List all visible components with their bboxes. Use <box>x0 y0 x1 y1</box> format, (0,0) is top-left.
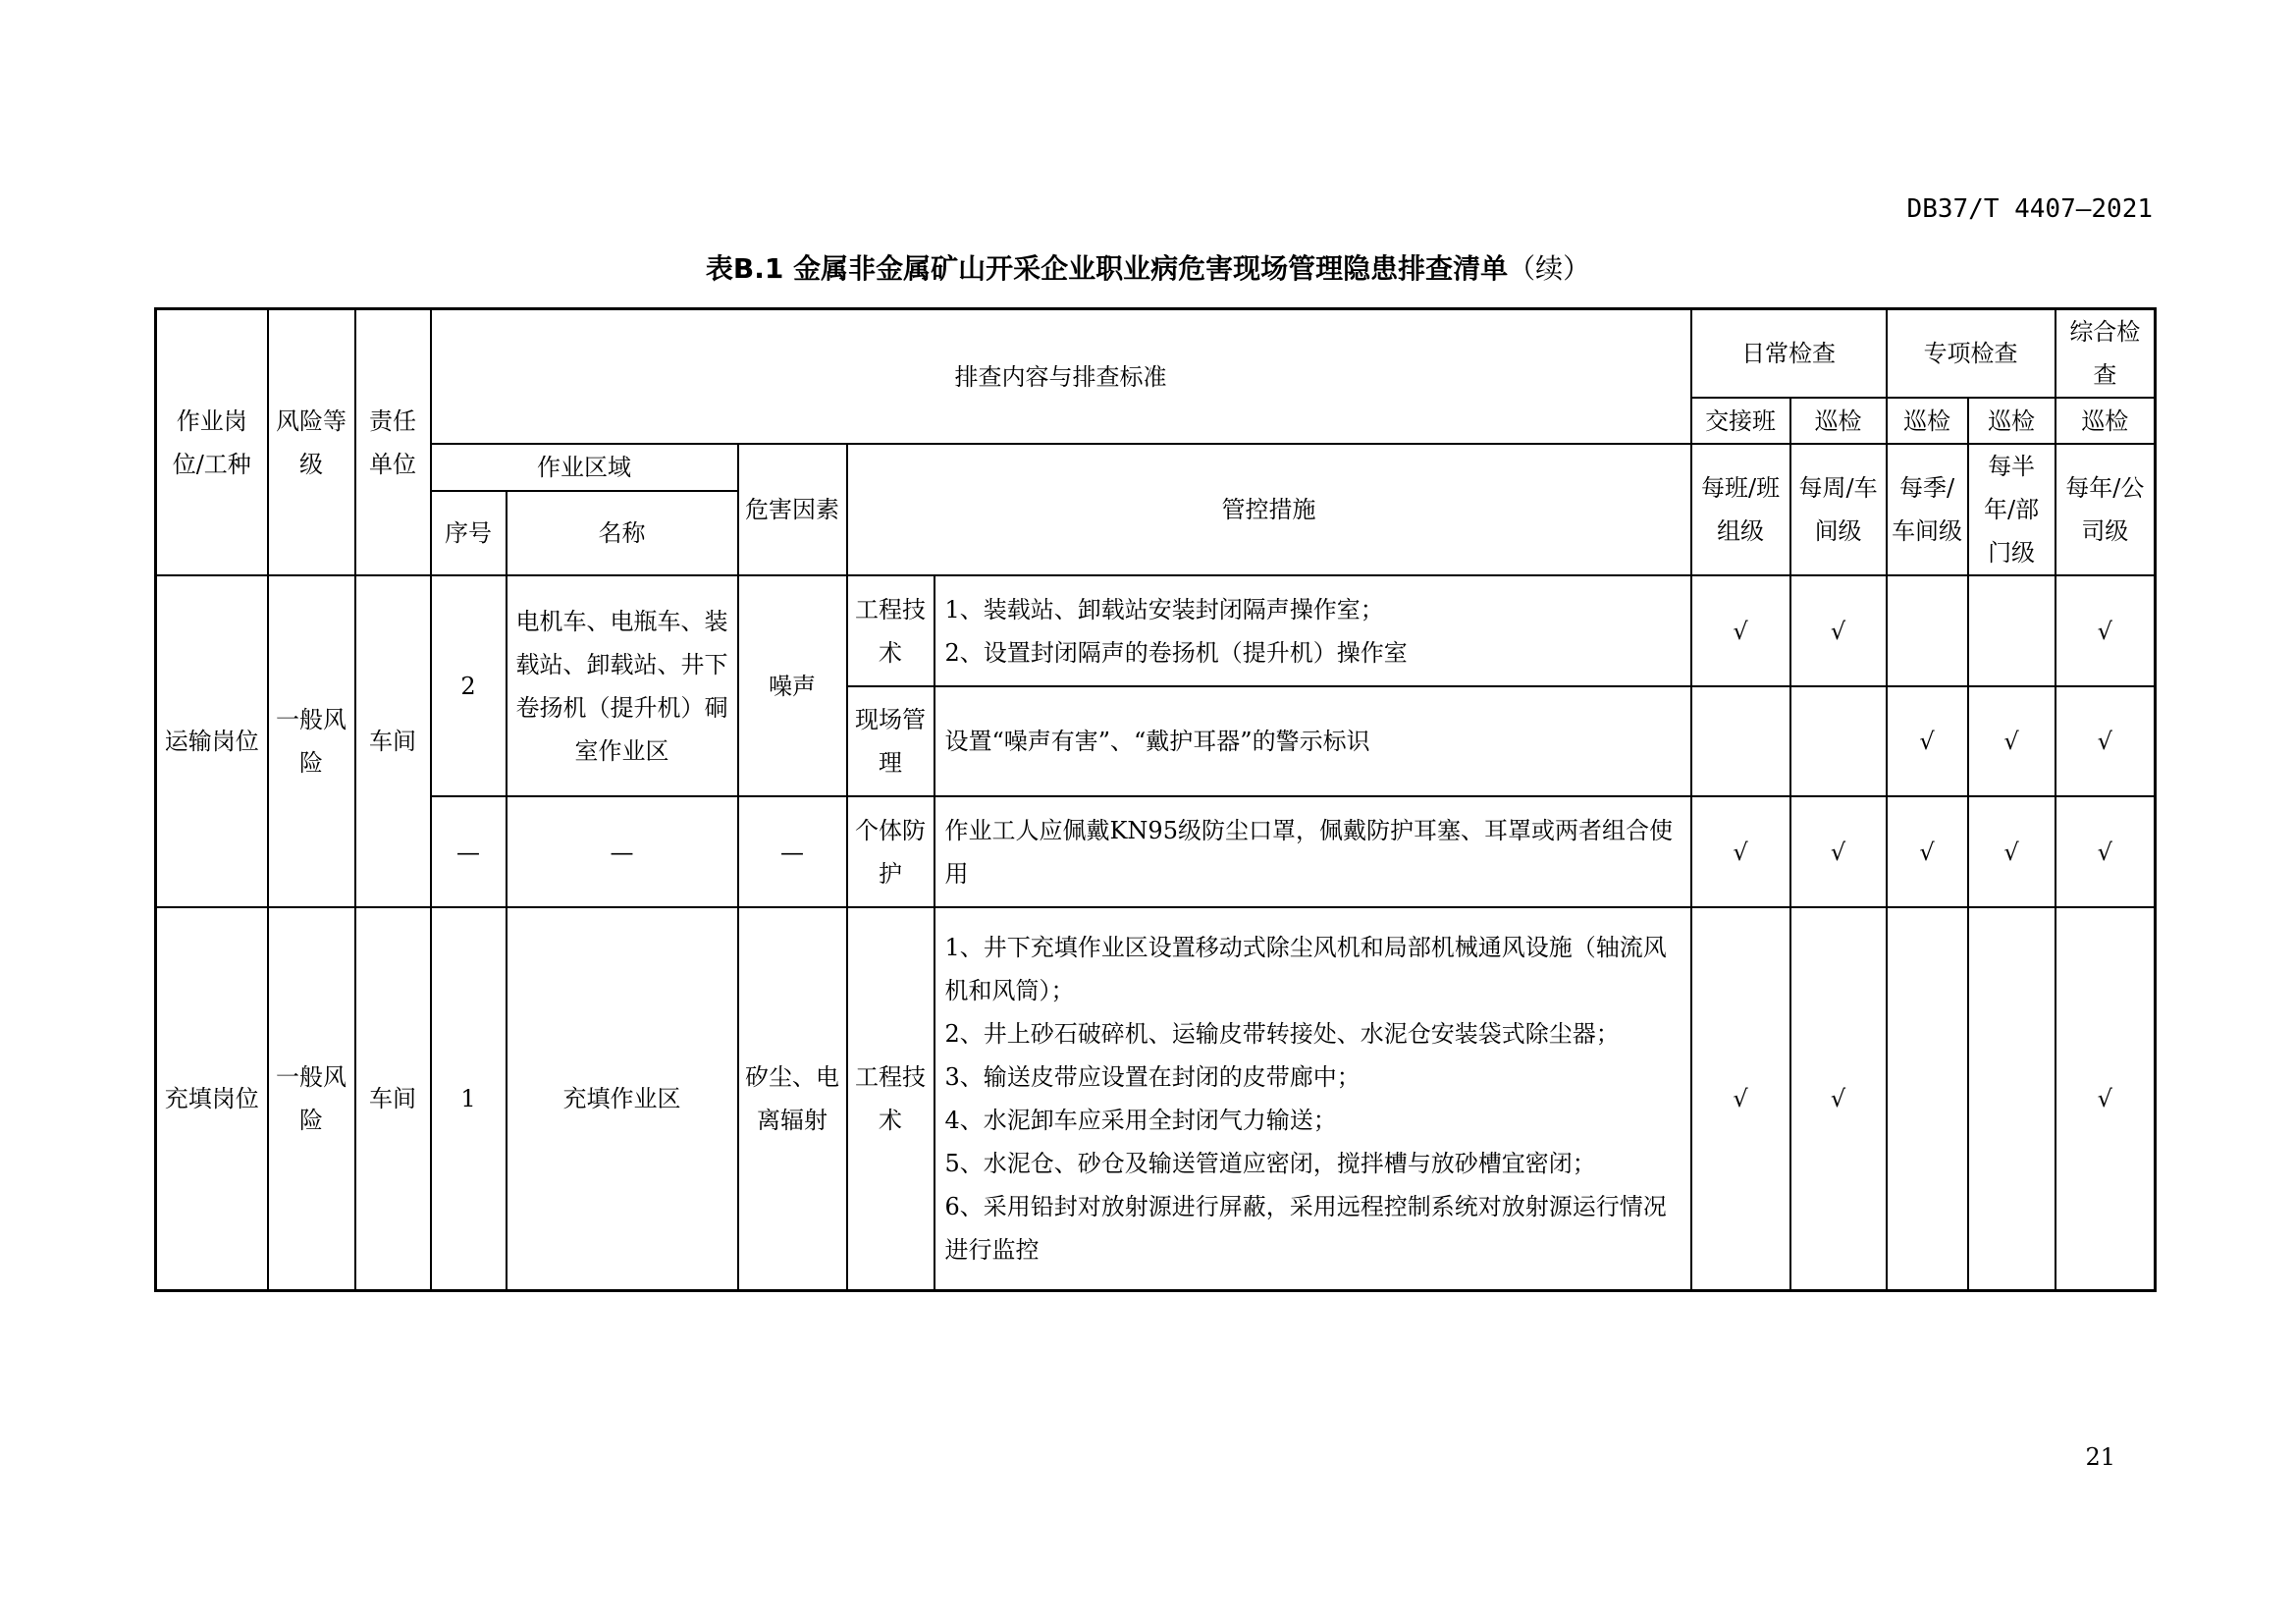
cell-seq: — <box>431 796 507 907</box>
measure-line: 6、采用铅封对放射源进行屏蔽，采用远程控制系统对放射源运行情况进行监控 <box>944 1192 1667 1264</box>
header-patrol-1: 巡检 <box>1790 398 1887 444</box>
cell-area-name: — <box>507 796 738 907</box>
measure-line: 3、输送皮带应设置在封闭的皮带廊中； <box>944 1062 1361 1091</box>
check-mark <box>1887 907 1968 1290</box>
header-freq-shift: 每班/班组级 <box>1691 444 1790 575</box>
check-mark <box>1691 686 1790 796</box>
table-title-suffix: （续） <box>1508 252 1591 285</box>
check-mark: √ <box>2056 686 2156 796</box>
header-post: 作业岗位/工种 <box>156 309 268 576</box>
cell-unit: 车间 <box>355 907 431 1290</box>
check-mark: √ <box>2056 575 2156 686</box>
check-mark <box>1968 907 2056 1290</box>
cell-measure-text <box>934 907 1691 1290</box>
cell-post: 运输岗位 <box>156 575 268 907</box>
check-mark <box>1968 575 2056 686</box>
header-name: 名称 <box>507 491 738 575</box>
header-area: 作业区域 <box>431 444 738 491</box>
header-row-1 <box>156 309 2156 399</box>
cell-measure-type: 个体防护 <box>847 796 934 907</box>
table-row <box>156 575 2156 686</box>
cell-seq: 2 <box>431 575 507 796</box>
header-freq-quarter: 每季/车间级 <box>1887 444 1968 575</box>
cell-measure-type: 工程技术 <box>847 907 934 1290</box>
cell-hazard: — <box>738 796 847 907</box>
cell-risk: 一般风险 <box>268 575 355 907</box>
check-mark: √ <box>1887 686 1968 796</box>
header-freq-year: 每年/公司级 <box>2056 444 2156 575</box>
header-freq-week: 每周/车间级 <box>1790 444 1887 575</box>
table-row <box>156 907 2156 1290</box>
cell-hazard: 矽尘、电离辐射 <box>738 907 847 1290</box>
header-measures: 管控措施 <box>847 444 1691 575</box>
header-freq-half: 每半年/部门级 <box>1968 444 2056 575</box>
header-hazard: 危害因素 <box>738 444 847 575</box>
cell-measure-text <box>934 575 1691 686</box>
cell-seq: 1 <box>431 907 507 1290</box>
cell-unit: 车间 <box>355 575 431 907</box>
measure-line: 1、装载站、卸载站安装封闭隔声操作室； <box>944 595 1384 623</box>
header-patrol-2: 巡检 <box>1887 398 1968 444</box>
header-row-3 <box>156 444 2156 491</box>
header-unit: 责任单位 <box>355 309 431 576</box>
header-comprehensive: 综合检查 <box>2056 309 2156 399</box>
check-mark: √ <box>1790 575 1887 686</box>
cell-post: 充填岗位 <box>156 907 268 1290</box>
cell-measure-text: 作业工人应佩戴KN95级防尘口罩，佩戴防护耳塞、耳罩或两者组合使用 <box>934 796 1691 907</box>
check-mark: √ <box>1691 907 1790 1290</box>
table-title <box>0 247 2296 287</box>
page-number: 21 <box>2085 1443 2115 1471</box>
check-mark: √ <box>1887 796 1968 907</box>
measure-line: 2、设置封闭隔声的卷扬机（提升机）操作室 <box>944 638 1408 667</box>
document-code: DB37/T 4407—2021 <box>1906 194 2153 224</box>
check-mark: √ <box>1968 686 2056 796</box>
header-risk: 风险等级 <box>268 309 355 576</box>
header-patrol-4: 巡检 <box>2056 398 2156 444</box>
measure-line: 1、井下充填作业区设置移动式除尘风机和局部机械通风设施（轴流风机和风筒）； <box>944 933 1667 1004</box>
header-patrol-3: 巡检 <box>1968 398 2056 444</box>
header-special: 专项检查 <box>1887 309 2056 399</box>
cell-hazard: 噪声 <box>738 575 847 796</box>
check-mark: √ <box>1691 575 1790 686</box>
cell-measure-text: 设置“噪声有害”、“戴护耳器”的警示标识 <box>934 686 1691 796</box>
cell-area-name: 电机车、电瓶车、装载站、卸载站、井下卷扬机（提升机）硐室作业区 <box>507 575 738 796</box>
check-mark: √ <box>1968 796 2056 907</box>
measure-line: 2、井上砂石破碎机、运输皮带转接处、水泥仓安装袋式除尘器； <box>944 1019 1620 1048</box>
check-mark <box>1790 686 1887 796</box>
cell-risk: 一般风险 <box>268 907 355 1290</box>
hazard-checklist-table <box>154 307 2157 1292</box>
header-seq: 序号 <box>431 491 507 575</box>
check-mark <box>1887 575 1968 686</box>
measure-line: 4、水泥卸车应采用全封闭气力输送； <box>944 1106 1337 1134</box>
header-handover: 交接班 <box>1691 398 1790 444</box>
table-row <box>156 796 2156 907</box>
check-mark: √ <box>2056 796 2156 907</box>
measure-line: 5、水泥仓、砂仓及输送管道应密闭，搅拌槽与放砂槽宜密闭； <box>944 1149 1596 1177</box>
table-title-main: 表B.1 金属非金属矿山开采企业职业病危害现场管理隐患排查清单 <box>705 252 1509 285</box>
cell-area-name: 充填作业区 <box>507 907 738 1290</box>
check-mark: √ <box>1691 796 1790 907</box>
header-daily: 日常检查 <box>1691 309 1887 399</box>
cell-measure-type: 现场管理 <box>847 686 934 796</box>
check-mark: √ <box>2056 907 2156 1290</box>
header-content: 排查内容与排查标准 <box>431 309 1691 445</box>
check-mark: √ <box>1790 907 1887 1290</box>
cell-measure-type: 工程技术 <box>847 575 934 686</box>
check-mark: √ <box>1790 796 1887 907</box>
